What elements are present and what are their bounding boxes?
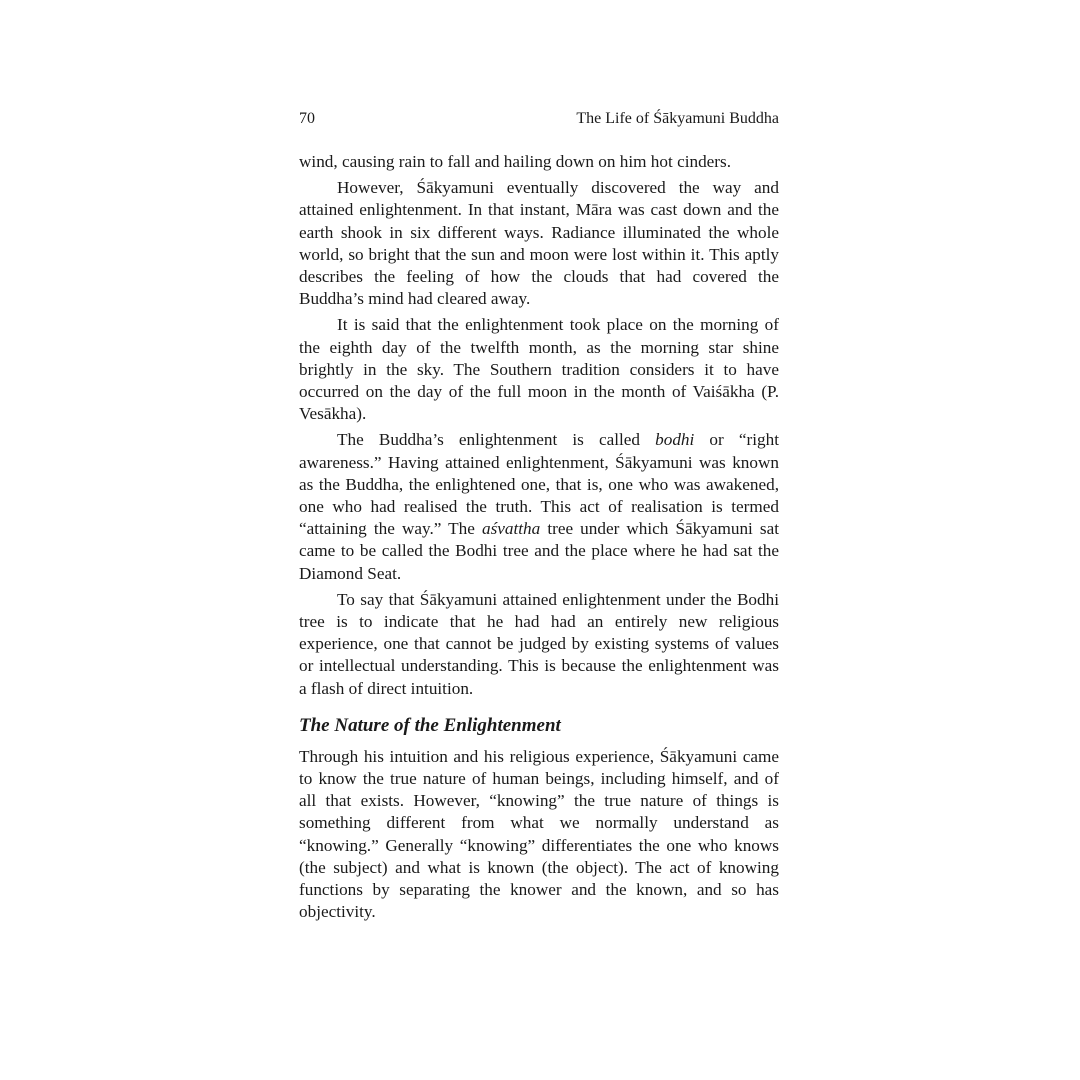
section-heading: The Nature of the Enlightenment <box>299 714 561 736</box>
running-title: The Life of Śākyamuni Buddha <box>576 110 779 127</box>
paragraph-4-text-b: or “right awareness.” Having attained enlightenment, Śākyamuni was known as the Buddha, the enlightened one, that is, one who was awakened, one who had realised the truth. This act of realisation is termed “attaining the way.” The <box>299 430 779 539</box>
page-number: 70 <box>299 110 315 127</box>
paragraph-4-text-a: The Buddha’s enlightenment is called <box>337 430 656 450</box>
paragraph-1: wind, causing rain to fall and hailing down on him hot cinders. <box>299 152 731 171</box>
term-bodhi: bodhi <box>655 430 695 450</box>
book-page <box>299 110 779 924</box>
paragraph-6: Through his intuition and his religious experience, Śākyamuni came to know the true nature of human beings, including himself, and of all that exists. However, “knowing” the true nature of things is something different from what we normally understand as “knowing.” Generally “knowing” differentiates the one who knows (the subject) and what is known (the object). The act of knowing functions by separating the knower and the known, and so has objectivity. <box>299 746 779 922</box>
paragraph-5: To say that Śākyamuni attained enlightenment under the Bodhi tree is to indicate that he had had an entirely new religious experience, one that cannot be judged by existing systems of values or intellectual understanding. This is because the enlightenment was a flash of direct intuition. <box>299 589 779 698</box>
body-text <box>299 151 779 924</box>
paragraph-2: However, Śākyamuni eventually discovered the way and attained enlightenment. In that instant, Māra was cast down and the earth shook in six different ways. Radiance illuminated the whole world, so bright that the sun and moon were lost within it. This aptly describes the feeling of how the clouds that had covered the Buddha’s mind had cleared away. <box>299 178 779 309</box>
running-head <box>299 110 779 138</box>
paragraph-4 <box>299 429 779 584</box>
term-asvattha: aśvattha <box>481 519 541 539</box>
paragraph-3: It is said that the enlightenment took place on the morning of the eighth day of the twelfth month, as the morning star shine brightly in the sky. The Southern tradition considers it to have occurred on the day of the full moon in the month of Vaiśākha (P. Vesākha). <box>299 315 779 424</box>
paragraph-4-text-c: tree under which Śākyamuni sat came to be called the Bodhi tree and the place where he had sat the Diamond Seat. <box>299 519 779 583</box>
